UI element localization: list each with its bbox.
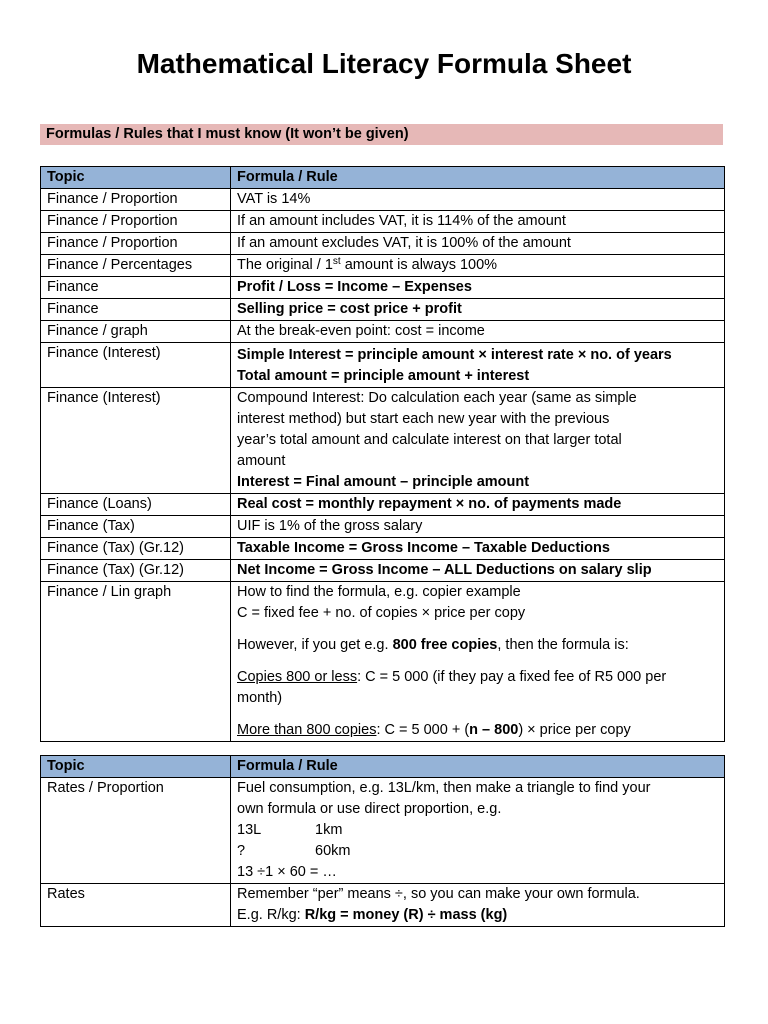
rule-line: Simple Interest = principle amount × interest rate × no. of years <box>237 347 672 363</box>
rule-text-bold: R/kg = money (R) ÷ mass (kg) <box>304 907 508 923</box>
rule-line: How to find the formula, e.g. copier example <box>237 584 521 600</box>
topic-cell: Finance <box>41 277 231 299</box>
spacer <box>237 624 724 635</box>
topic-cell: Finance (Tax) (Gr.12) <box>41 538 231 560</box>
topic-cell: Finance (Loans) <box>41 494 231 516</box>
rule-text: , then the formula is: <box>497 637 629 653</box>
header-topic: Topic <box>41 167 231 189</box>
rule-line: month) <box>237 690 283 706</box>
table-row <box>41 211 725 233</box>
rule-line <box>237 667 724 688</box>
rule-text: 60km <box>315 843 351 859</box>
topic-cell: Finance / Proportion <box>41 189 231 211</box>
table-row <box>41 778 725 884</box>
rule-cell: Selling price = cost price + profit <box>231 299 725 321</box>
rule-line: amount <box>237 453 286 469</box>
table-header-row <box>41 756 725 778</box>
rule-cell <box>231 778 725 884</box>
rule-text: ? <box>237 843 246 859</box>
topic-cell: Finance / Proportion <box>41 233 231 255</box>
table-row <box>41 494 725 516</box>
rule-cell: If an amount excludes VAT, it is 100% of the amount <box>231 233 725 255</box>
rule-text-underlined: Copies 800 or less <box>237 669 358 685</box>
rule-cell: Net Income = Gross Income – ALL Deductions on salary slip <box>231 560 725 582</box>
table-row <box>41 560 725 582</box>
rule-text: amount is always 100% <box>340 257 498 273</box>
table-row <box>41 277 725 299</box>
rule-line: Total amount = principle amount + interest <box>237 368 530 384</box>
table-row <box>41 582 725 742</box>
rule-text: : C = 5 000 (if they pay a fixed fee of R5 000 per <box>357 669 667 685</box>
header-topic: Topic <box>41 756 231 778</box>
rule-line: year’s total amount and calculate interest on that larger total <box>237 432 622 448</box>
rule-line: Remember “per” means ÷, so you can make your own formula. <box>237 886 640 902</box>
rule-cell <box>231 388 725 494</box>
rule-line <box>237 635 724 656</box>
rule-cell: VAT is 14% <box>231 189 725 211</box>
rule-cell <box>231 884 725 927</box>
table-row <box>41 538 725 560</box>
rule-text: 13L <box>237 822 262 838</box>
rule-cell <box>231 343 725 388</box>
rule-cell: Real cost = monthly repayment × no. of payments made <box>231 494 725 516</box>
table-row <box>41 299 725 321</box>
rule-cell <box>231 582 725 742</box>
rule-line: Compound Interest: Do calculation each year (same as simple <box>237 390 637 406</box>
rule-text-bold: 800 free copies <box>392 637 498 653</box>
superscript: st <box>332 256 341 267</box>
rule-text-underlined: More than 800 copies <box>237 722 377 738</box>
table-row <box>41 388 725 494</box>
rule-line: C = fixed fee + no. of copies × price per copy <box>237 605 526 621</box>
topic-cell: Rates <box>41 884 231 927</box>
topic-cell: Finance / Lin graph <box>41 582 231 742</box>
rule-line <box>237 841 724 862</box>
spacer <box>237 656 724 667</box>
formula-table-1 <box>40 166 725 742</box>
rule-text: The original / 1 <box>237 257 333 273</box>
rule-text: : C = 5 000 + ( <box>376 722 470 738</box>
rule-cell: At the break-even point: cost = income <box>231 321 725 343</box>
rule-line: Fuel consumption, e.g. 13L/km, then make a triangle to find your <box>237 780 651 796</box>
rule-cell: Taxable Income = Gross Income – Taxable Deductions <box>231 538 725 560</box>
rule-text: E.g. R/kg: <box>237 907 305 923</box>
rule-cell: UIF is 1% of the gross salary <box>231 516 725 538</box>
rule-line <box>237 905 724 926</box>
rule-text: However, if you get e.g. <box>237 637 393 653</box>
rule-line <box>237 820 724 841</box>
rule-cell: If an amount includes VAT, it is 114% of the amount <box>231 211 725 233</box>
topic-cell: Finance (Interest) <box>41 343 231 388</box>
rule-line: interest method) but start each new year with the previous <box>237 411 610 427</box>
topic-cell: Finance (Interest) <box>41 388 231 494</box>
rule-line: own formula or use direct proportion, e.g. <box>237 801 502 817</box>
table-row <box>41 233 725 255</box>
topic-cell: Finance / Proportion <box>41 211 231 233</box>
topic-cell: Finance (Tax) <box>41 516 231 538</box>
topic-cell: Finance / graph <box>41 321 231 343</box>
rule-line: 13 ÷1 × 60 = … <box>237 864 337 880</box>
rule-line <box>237 720 724 741</box>
topic-cell: Finance / Percentages <box>41 255 231 277</box>
rule-text: ) × price per copy <box>518 722 631 738</box>
page-title: Mathematical Literacy Formula Sheet <box>136 48 632 79</box>
rule-text: 1km <box>315 822 343 838</box>
table-row <box>41 516 725 538</box>
rule-line: Interest = Final amount – principle amount <box>237 474 530 490</box>
topic-cell: Finance (Tax) (Gr.12) <box>41 560 231 582</box>
table-header-row <box>41 167 725 189</box>
spacer <box>237 709 724 720</box>
table-row <box>41 321 725 343</box>
section-banner: Formulas / Rules that I must know (It won’t be given) <box>40 124 723 145</box>
header-formula: Formula / Rule <box>231 756 725 778</box>
rule-text-bold: n – 800 <box>469 722 519 738</box>
table-row <box>41 189 725 211</box>
topic-cell: Rates / Proportion <box>41 778 231 884</box>
table-row <box>41 343 725 388</box>
rule-cell: Profit / Loss = Income – Expenses <box>231 277 725 299</box>
topic-cell: Finance <box>41 299 231 321</box>
table-row <box>41 884 725 927</box>
rule-cell <box>231 255 725 277</box>
header-formula: Formula / Rule <box>231 167 725 189</box>
table-row <box>41 255 725 277</box>
formula-table-2 <box>40 755 725 927</box>
